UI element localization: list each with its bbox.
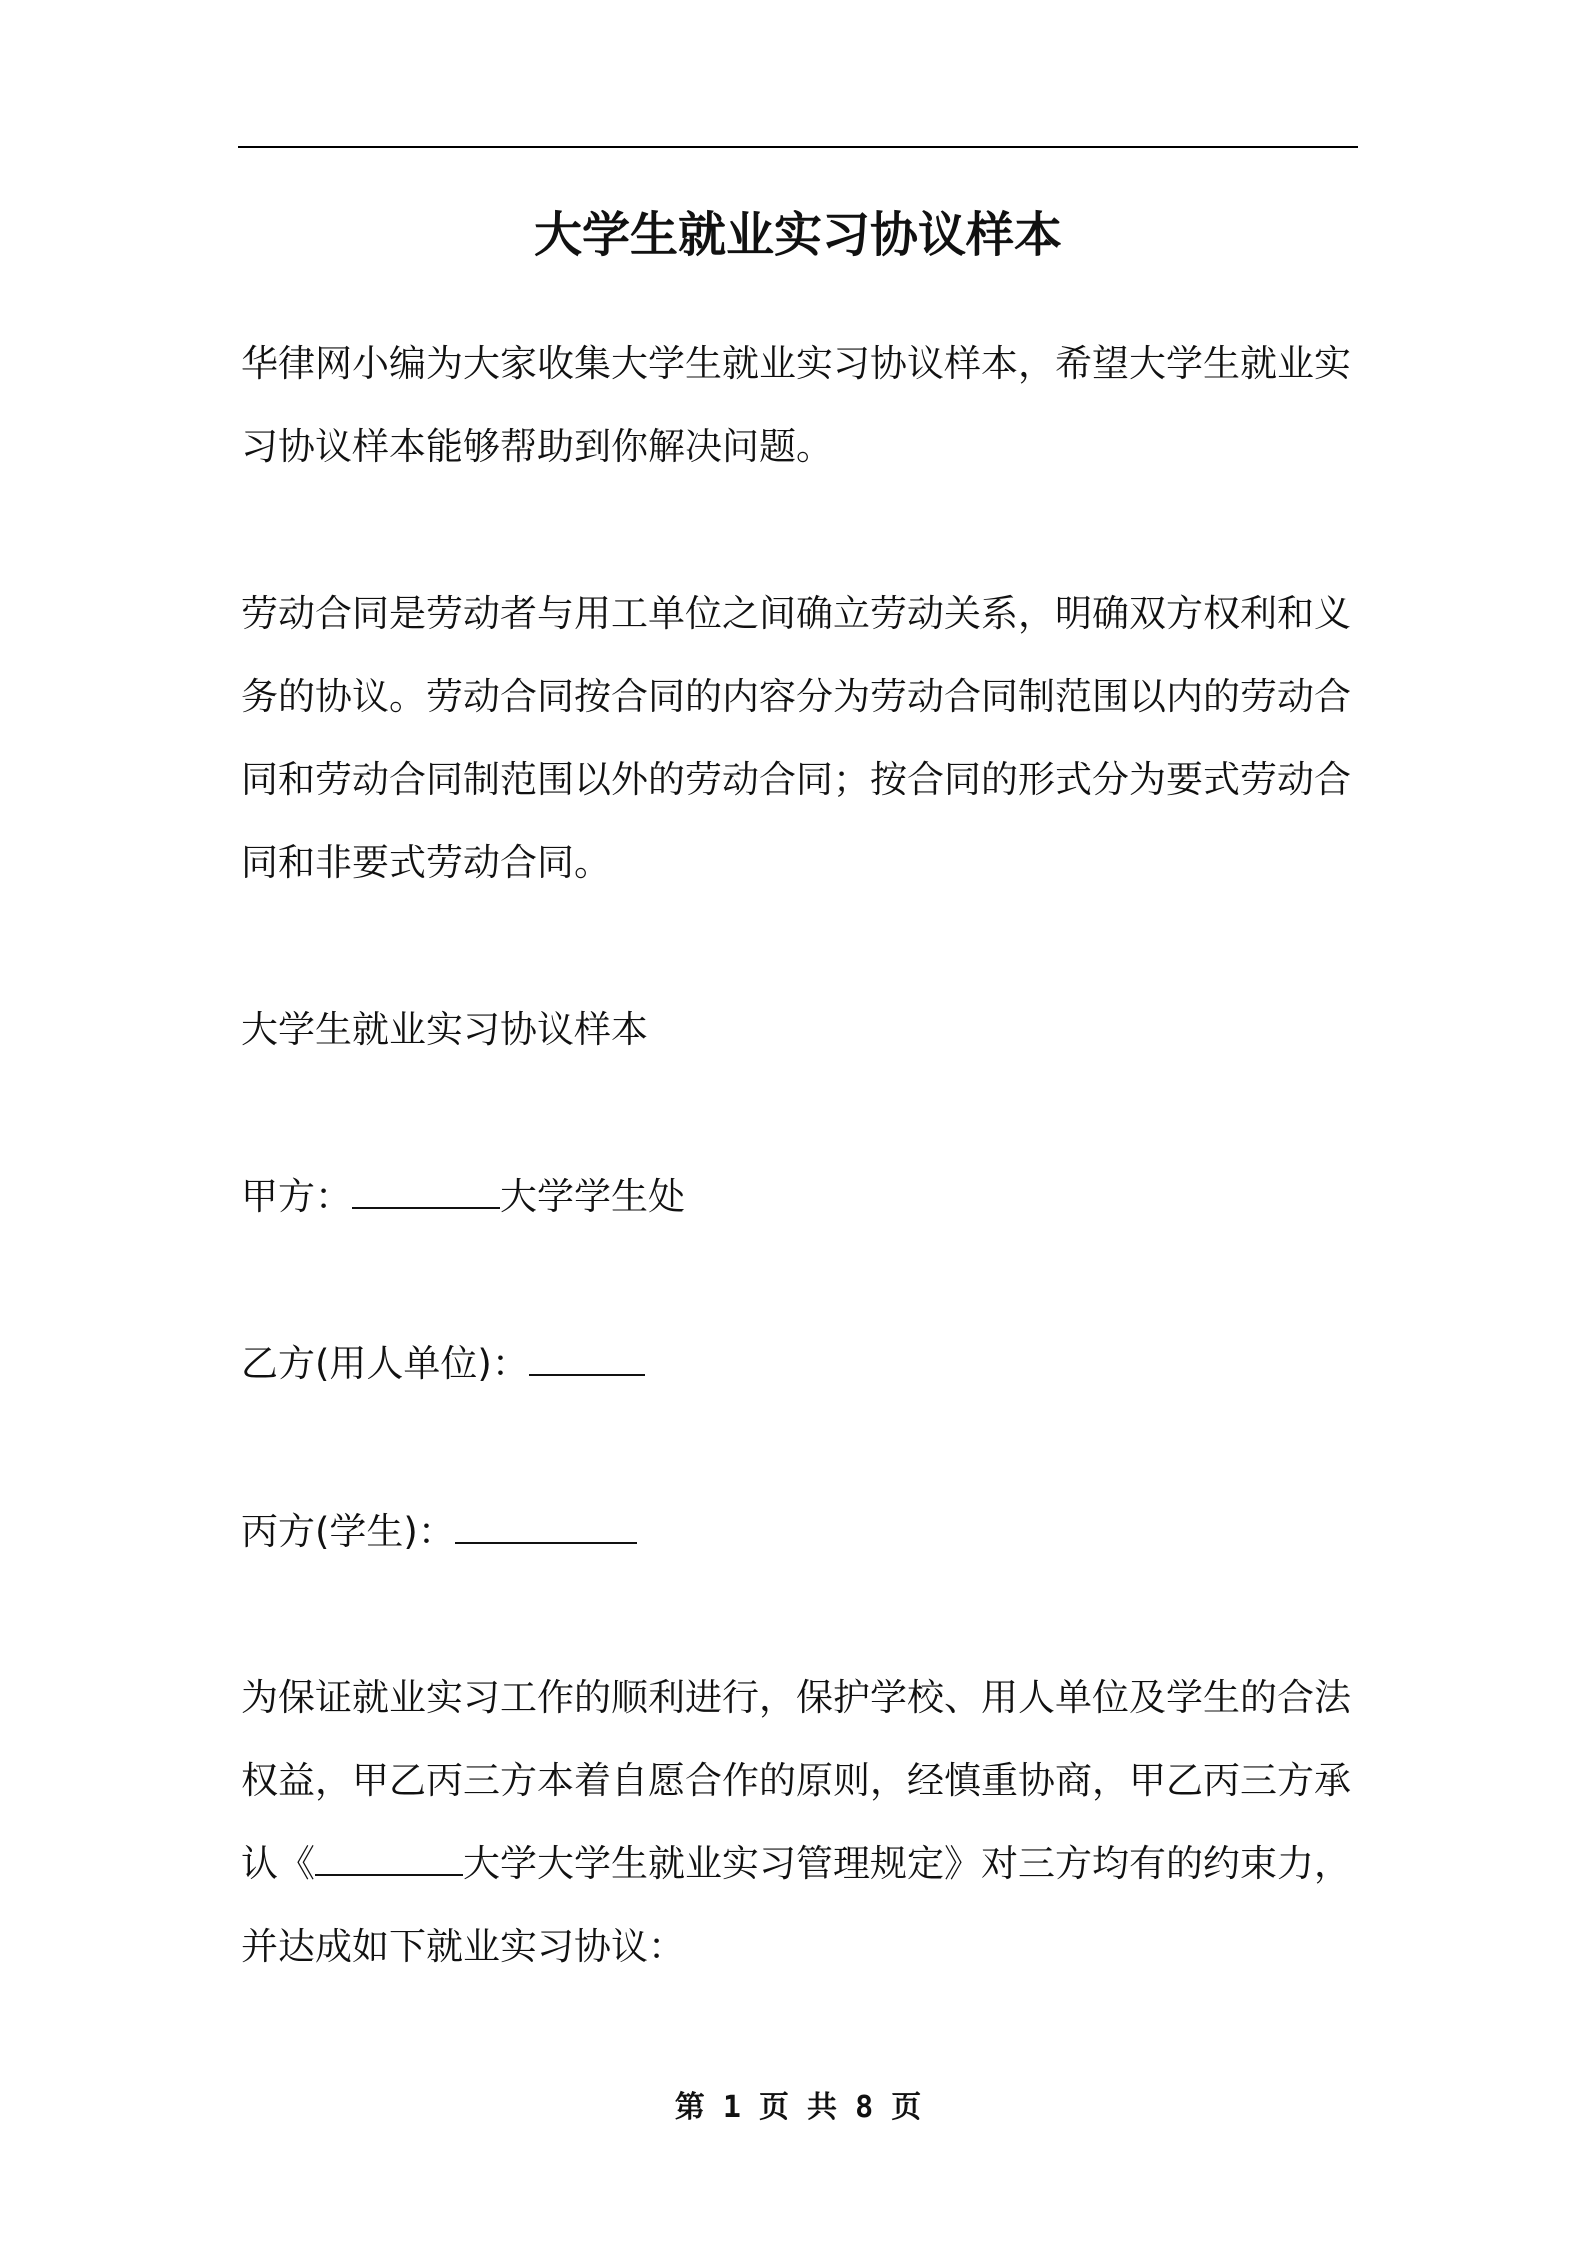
party-b-blank — [529, 1344, 645, 1376]
purpose-line-3-prefix: 认《 — [241, 1842, 315, 1885]
purpose-line-4: 并达成如下就业实习协议： — [241, 1925, 685, 1968]
definition-line-3: 同和劳动合同制范围以外的劳动合同；按合同的形式分为要式劳动合 — [241, 758, 1351, 801]
section-subtitle — [241, 988, 1361, 1071]
intro-paragraph — [241, 322, 1361, 488]
party-a-suffix: 大学学生处 — [500, 1175, 685, 1218]
party-b-label: 乙方(用人单位)： — [241, 1342, 529, 1385]
page-footer: 第 1 页 共 8 页 — [674, 2090, 922, 2125]
intro-line-1: 华律网小编为大家收集大学生就业实习协议样本，希望大学生就业实 — [241, 342, 1351, 385]
university-blank — [315, 1844, 463, 1876]
purpose-line-1: 为保证就业实习工作的顺利进行，保护学校、用人单位及学生的合法 — [241, 1676, 1351, 1719]
intro-line-2: 习协议样本能够帮助到你解决问题。 — [241, 425, 833, 468]
definition-line-2: 务的协议。劳动合同按合同的内容分为劳动合同制范围以内的劳动合 — [241, 675, 1351, 718]
purpose-line-2: 权益，甲乙丙三方本着自愿合作的原则，经慎重协商，甲乙丙三方承 — [241, 1759, 1351, 1802]
party-c-line — [241, 1490, 1361, 1573]
definition-line-1: 劳动合同是劳动者与用工单位之间确立劳动关系，明确双方权利和义 — [241, 592, 1351, 635]
header-rule — [238, 146, 1358, 148]
party-a-line — [241, 1155, 1361, 1238]
purpose-line-3-suffix: 大学大学生就业实习管理规定》对三方均有的约束力， — [463, 1842, 1351, 1885]
document-title: 大学生就业实习协议样本 — [533, 207, 1062, 263]
party-b-line — [241, 1322, 1361, 1405]
party-c-blank — [455, 1512, 637, 1544]
definition-line-4: 同和非要式劳动合同。 — [241, 841, 611, 884]
definition-paragraph — [241, 572, 1361, 904]
purpose-paragraph — [241, 1656, 1361, 1988]
subtitle-text: 大学生就业实习协议样本 — [241, 1008, 648, 1051]
party-c-label: 丙方(学生)： — [241, 1510, 455, 1553]
purpose-line-3 — [241, 1822, 1361, 1905]
party-a-label: 甲方： — [241, 1175, 352, 1218]
party-a-blank — [352, 1177, 500, 1209]
